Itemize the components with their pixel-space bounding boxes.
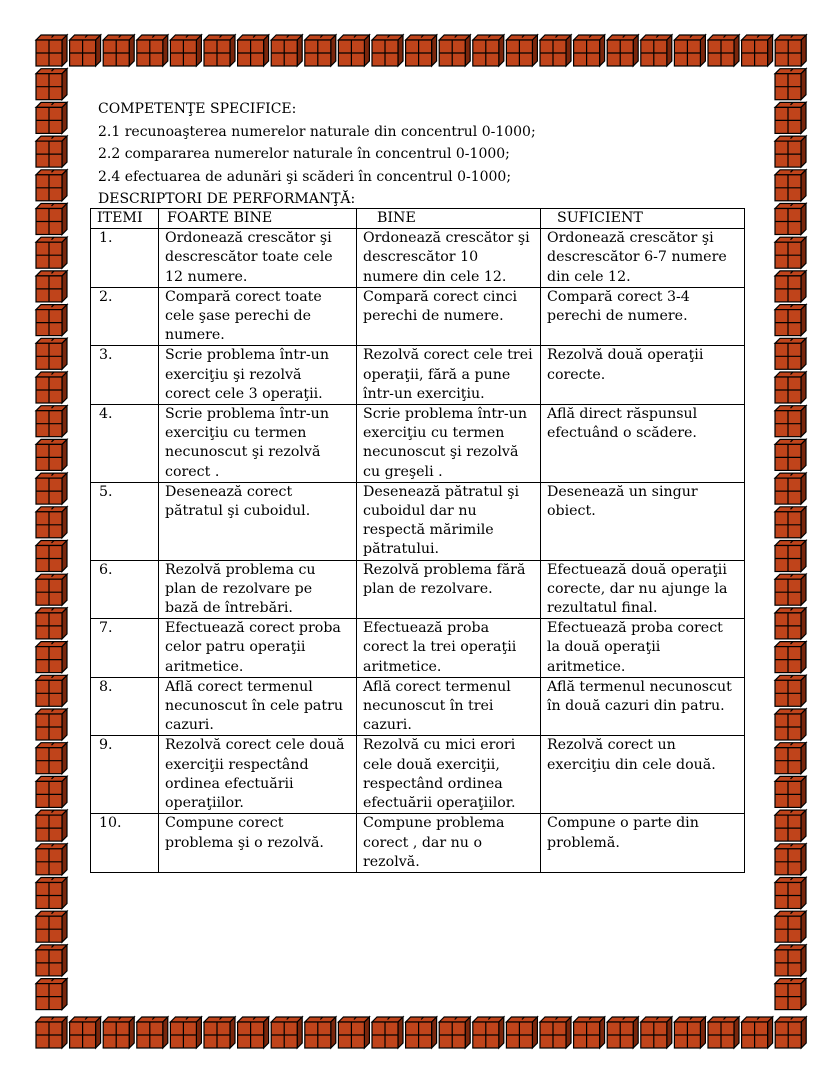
gift-box-icon <box>540 1017 571 1048</box>
gift-box-icon <box>775 574 806 605</box>
gift-box-icon <box>775 305 806 336</box>
suficient-cell: Ordonează crescător şi descrescător 6-7 numere din cele 12. <box>541 229 745 288</box>
gift-box-icon <box>103 1017 134 1048</box>
bine-cell: Rezolvă cu mici erori cele două exerciţii, respectând ordinea efectuării operaţiilor. <box>357 736 541 814</box>
gift-box-icon <box>36 979 67 1010</box>
suficient-cell: Compară corect 3-4 perechi de numere. <box>541 287 745 346</box>
gift-box-icon <box>170 1017 201 1048</box>
gift-box-icon <box>36 439 67 470</box>
foarte-bine-cell: Rezolvă corect cele două exerciţii respectând ordinea efectuării operaţiilor. <box>159 736 357 814</box>
item-number: 1. <box>91 229 159 288</box>
gift-box-icon <box>775 675 806 706</box>
gift-box-icon <box>775 776 806 807</box>
gift-box-icon <box>36 305 67 336</box>
gift-box-icon <box>204 1017 235 1048</box>
gift-box-icon <box>742 35 773 66</box>
gift-box-icon <box>103 35 134 66</box>
table-row <box>91 229 745 288</box>
gift-box-icon <box>540 35 571 66</box>
gift-box-icon <box>338 1017 369 1048</box>
gift-box-icon <box>775 406 806 437</box>
gift-box-icon <box>406 35 437 66</box>
gift-box-icon <box>36 743 67 774</box>
gift-box-icon <box>775 439 806 470</box>
gift-box-icon <box>36 776 67 807</box>
bine-cell: Rezolvă problema fără plan de rezolvare. <box>357 560 541 619</box>
gift-box-icon <box>36 574 67 605</box>
gift-box-icon <box>473 35 504 66</box>
item-number: 7. <box>91 619 159 678</box>
bine-cell: Compune problema corect , dar nu o rezolvă. <box>357 814 541 873</box>
gift-box-icon <box>775 911 806 942</box>
gift-box-icon <box>36 507 67 538</box>
gift-box-icon <box>775 709 806 740</box>
gift-box-icon <box>36 541 67 572</box>
gift-box-icon <box>775 541 806 572</box>
item-number: 4. <box>91 405 159 483</box>
table-row <box>91 482 745 560</box>
gift-box-icon <box>607 1017 638 1048</box>
gift-box-icon <box>36 237 67 268</box>
gift-box-icon <box>137 1017 168 1048</box>
bine-cell: Efectuează proba corect la trei operaţii aritmetice. <box>357 619 541 678</box>
gift-box-icon <box>775 271 806 302</box>
gift-box-icon <box>641 1017 672 1048</box>
bine-cell: Rezolvă corect cele trei operaţii, fără a pune într-un exerciţiu. <box>357 346 541 405</box>
gift-box-icon <box>305 35 336 66</box>
gift-box-icon <box>775 102 806 133</box>
gift-box-icon <box>742 1017 773 1048</box>
gift-box-icon <box>238 1017 269 1048</box>
item-number: 5. <box>91 482 159 560</box>
gift-box-icon <box>439 35 470 66</box>
item-number: 10. <box>91 814 159 873</box>
foarte-bine-cell: Află corect termenul necunoscut în cele patru cazuri. <box>159 677 357 736</box>
gift-box-icon <box>775 237 806 268</box>
foarte-bine-cell: Scrie problema într-un exerciţiu şi rezolvă corect cele 3 operaţii. <box>159 346 357 405</box>
competence-item: 2.1 recunoaşterea numerelor naturale din concentrul 0-1000; <box>98 123 536 140</box>
gift-box-icon <box>775 844 806 875</box>
gift-box-icon <box>775 1017 806 1048</box>
competences-title: COMPETENŢE SPECIFICE: <box>98 101 297 117</box>
gift-box-icon <box>775 473 806 504</box>
gift-box-icon <box>36 1017 67 1048</box>
bine-cell: Desenează pătratul şi cuboidul dar nu respectă mărimile pătratului. <box>357 482 541 560</box>
gift-box-icon <box>775 170 806 201</box>
gift-box-icon <box>574 1017 605 1048</box>
gift-box-icon <box>674 1017 705 1048</box>
foarte-bine-cell: Compară corect toate cele şase perechi de numere. <box>159 287 357 346</box>
gift-box-icon <box>70 35 101 66</box>
competence-item: 2.2 compararea numerelor naturale în concentrul 0-1000; <box>98 146 510 162</box>
gift-box-icon <box>641 35 672 66</box>
gift-box-icon <box>36 642 67 673</box>
document-header <box>98 98 748 211</box>
suficient-cell: Rezolvă corect un exerciţiu din cele două. <box>541 736 745 814</box>
gift-box-icon <box>775 338 806 369</box>
gift-box-icon <box>674 35 705 66</box>
gift-box-icon <box>775 136 806 167</box>
table-header-row <box>91 209 745 229</box>
item-number: 8. <box>91 677 159 736</box>
header-itemi: ITEMI <box>91 209 159 229</box>
table-row <box>91 677 745 736</box>
gift-box-icon <box>36 406 67 437</box>
suficient-cell: Rezolvă două operaţii corecte. <box>541 346 745 405</box>
gift-box-icon <box>372 35 403 66</box>
bine-cell: Ordonează crescător şi descrescător 10 numere din cele 12. <box>357 229 541 288</box>
bine-cell: Scrie problema într-un exerciţiu cu termen necunoscut şi rezolvă cu greşeli . <box>357 405 541 483</box>
gift-box-icon <box>204 35 235 66</box>
item-number: 2. <box>91 287 159 346</box>
gift-box-icon <box>775 507 806 538</box>
gift-box-icon <box>36 810 67 841</box>
gift-box-icon <box>170 35 201 66</box>
gift-box-icon <box>607 35 638 66</box>
gift-box-icon <box>271 1017 302 1048</box>
item-number: 9. <box>91 736 159 814</box>
table-row <box>91 346 745 405</box>
gift-box-icon <box>775 35 806 66</box>
gift-box-icon <box>36 911 67 942</box>
table-row <box>91 405 745 483</box>
gift-box-icon <box>36 608 67 639</box>
gift-box-icon <box>137 35 168 66</box>
foarte-bine-cell: Desenează corect pătratul şi cuboidul. <box>159 482 357 560</box>
gift-box-icon <box>775 878 806 909</box>
gift-box-icon <box>406 1017 437 1048</box>
header-bine: BINE <box>357 209 541 229</box>
bine-cell: Află corect termenul necunoscut în trei cazuri. <box>357 677 541 736</box>
foarte-bine-cell: Compune corect problema şi o rezolvă. <box>159 814 357 873</box>
gift-box-icon <box>36 945 67 976</box>
gift-box-icon <box>36 102 67 133</box>
header-suficient: SUFICIENT <box>541 209 745 229</box>
foarte-bine-cell: Scrie problema într-un exerciţiu cu termen necunoscut şi rezolvă corect . <box>159 405 357 483</box>
gift-box-icon <box>506 1017 537 1048</box>
gift-box-icon <box>305 1017 336 1048</box>
item-number: 3. <box>91 346 159 405</box>
gift-box-icon <box>36 69 67 100</box>
gift-box-icon <box>70 1017 101 1048</box>
suficient-cell: Efectuează proba corect la două operaţii aritmetice. <box>541 619 745 678</box>
gift-box-icon <box>36 170 67 201</box>
table-row <box>91 736 745 814</box>
gift-box-icon <box>36 844 67 875</box>
suficient-cell: Află direct răspunsul efectuând o scădere. <box>541 405 745 483</box>
gift-box-icon <box>775 372 806 403</box>
gift-box-icon <box>775 642 806 673</box>
gift-box-icon <box>775 945 806 976</box>
header-foarte-bine: FOARTE BINE <box>159 209 357 229</box>
gift-box-icon <box>271 35 302 66</box>
foarte-bine-cell: Ordonează crescător şi descrescător toate cele 12 numere. <box>159 229 357 288</box>
gift-box-icon <box>36 372 67 403</box>
gift-box-icon <box>36 878 67 909</box>
foarte-bine-cell: Efectuează corect proba celor patru operaţii aritmetice. <box>159 619 357 678</box>
gift-box-icon <box>36 136 67 167</box>
performance-descriptors-table <box>90 208 745 873</box>
gift-box-icon <box>36 709 67 740</box>
gift-box-icon <box>36 204 67 235</box>
item-number: 6. <box>91 560 159 619</box>
gift-box-icon <box>36 473 67 504</box>
gift-box-icon <box>36 35 67 66</box>
suficient-cell: Desenează un singur obiect. <box>541 482 745 560</box>
gift-box-icon <box>439 1017 470 1048</box>
gift-box-icon <box>775 69 806 100</box>
table-row <box>91 814 745 873</box>
gift-box-icon <box>36 271 67 302</box>
table-row <box>91 619 745 678</box>
gift-box-icon <box>708 35 739 66</box>
descriptors-title: DESCRIPTORI DE PERFORMANŢĂ: <box>98 191 356 207</box>
gift-box-icon <box>473 1017 504 1048</box>
gift-box-icon <box>338 35 369 66</box>
gift-box-icon <box>708 1017 739 1048</box>
gift-box-icon <box>775 608 806 639</box>
gift-box-icon <box>775 204 806 235</box>
competence-item: 2.4 efectuarea de adunări şi scăderi în concentrul 0-1000; <box>98 168 512 185</box>
suficient-cell: Află termenul necunoscut în două cazuri din patru. <box>541 677 745 736</box>
gift-box-icon <box>574 35 605 66</box>
gift-box-icon <box>775 979 806 1010</box>
suficient-cell: Compune o parte din problemă. <box>541 814 745 873</box>
gift-box-icon <box>775 743 806 774</box>
gift-box-icon <box>372 1017 403 1048</box>
table-row <box>91 560 745 619</box>
table-row <box>91 287 745 346</box>
gift-box-icon <box>506 35 537 66</box>
gift-box-icon <box>775 810 806 841</box>
gift-box-icon <box>36 675 67 706</box>
foarte-bine-cell: Rezolvă problema cu plan de rezolvare pe bază de întrebări. <box>159 560 357 619</box>
gift-box-icon <box>238 35 269 66</box>
bine-cell: Compară corect cinci perechi de numere. <box>357 287 541 346</box>
suficient-cell: Efectuează două operaţii corecte, dar nu ajunge la rezultatul final. <box>541 560 745 619</box>
gift-box-icon <box>36 338 67 369</box>
